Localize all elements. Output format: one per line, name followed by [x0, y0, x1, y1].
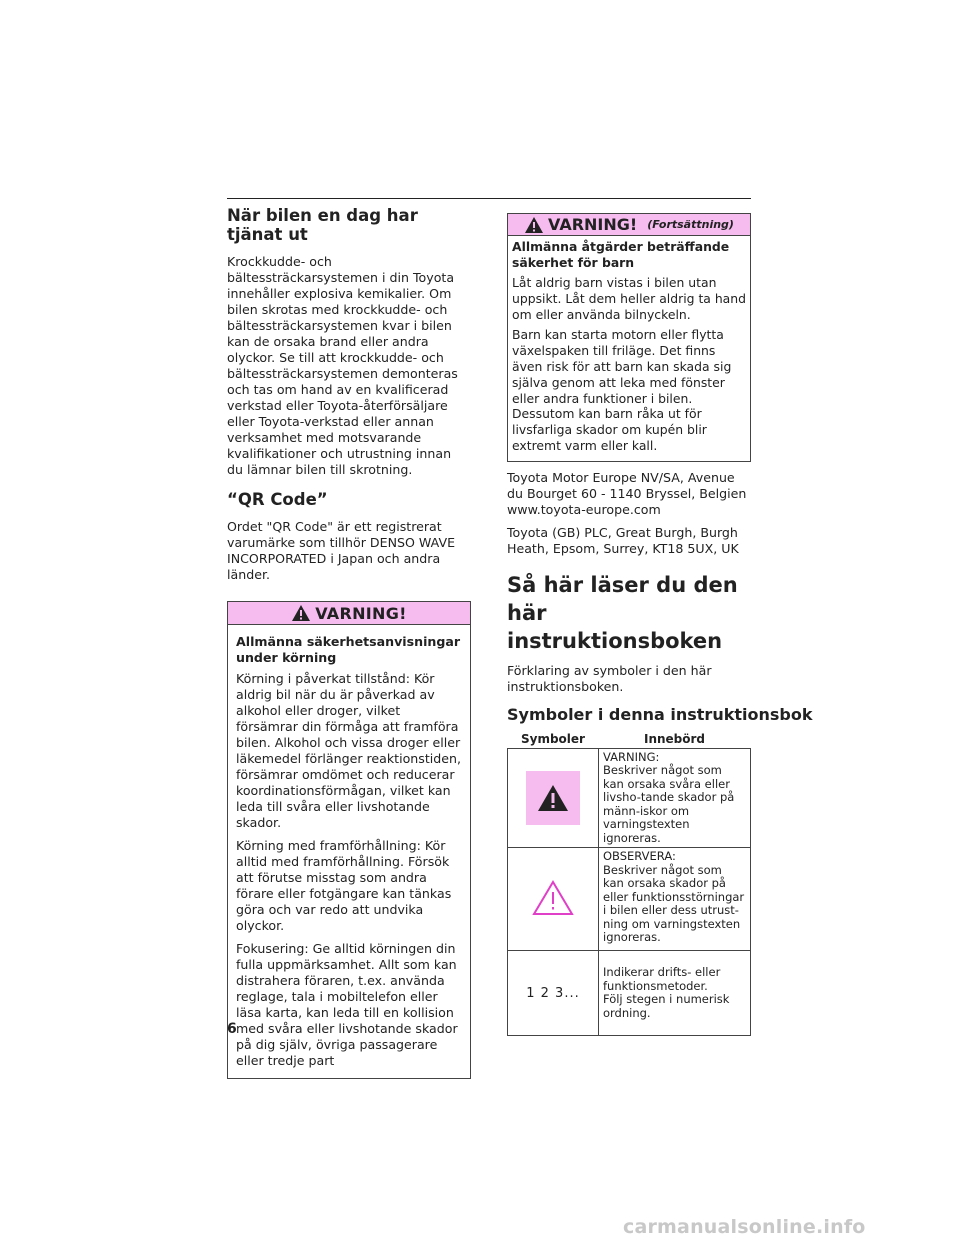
address-europe: Toyota Motor Europe NV/SA, Avenue du Bourget 60 - 1140 Bryssel, Belgien www.toyota-europe.com: [507, 469, 747, 517]
section-text-end-of-life: Krockkudde- och bältessträckarsystemen i din Toyota innehåller explosiva kemikalier. Om bilen skrotas med krockkudde- och bältessträckarsystemen kvar i bilen kan de orsaka brand eller andra olyckor. Se till att krockkudde- och bältessträckarsystemen demonteras och tas om hand av en kvalificerad verkstad eller Toyota-återförsäljare eller Toyota-verkstad eller annan verksamhet med motsvarande kvalifikationer och utrustning innan du lämnar bilen till skrotning.: [227, 254, 458, 477]
meaning-cell: VARNING: Beskriver något som kan orsaka svåra eller livsho-tande skador på männ-iskor om varningstexten ignoreras.: [599, 748, 751, 848]
table-header-symbols: Symboler: [508, 730, 599, 749]
warning-body: [228, 625, 470, 1078]
warning-heading: Allmänna säkerhetsanvisningar under körning: [236, 634, 461, 665]
top-rule: [227, 198, 751, 199]
warning-paragraph: Körning i påverkat tillstånd: Kör aldrig bil när du är påverkad av alkohol eller droger, vilket försämrar din förmåga att framföra bilen. Alkohol och vissa droger eller läkemedel förlänger reaktionstiden, försämrar omdömet och reducerar koordinationsförmågan, vilket kan leda till svåra eller livshotande skador.: [236, 671, 462, 830]
address-uk: Toyota (GB) PLC, Great Burgh, Burgh Heath, Epsom, Surrey, KT18 5UX, UK: [507, 524, 739, 556]
warning-title: VARNING!: [548, 215, 638, 234]
warning-header: [508, 214, 750, 236]
warning-box-driving: [227, 601, 471, 1079]
warning-paragraph: Låt aldrig barn vistas i bilen utan uppsikt. Låt dem heller aldrig ta hand om eller använda bilnyckeln.: [512, 275, 746, 322]
warning-paragraph: Fokusering: Ge alltid körningen din fulla uppmärksamhet. Allt som kan distrahera föraren, t.ex. använda reglage, tala i mobiltelefon eller läsa karta, kan leda till en kollision med svåra eller livshotande skador på dig själv, övriga passagerare eller tredje part: [236, 941, 458, 1068]
meaning-cell: OBSERVERA: Beskriver något som kan orsaka skador på eller funktionsstörningar i bilen eller dess utrust-ning om varningstexten ignoreras.: [599, 848, 751, 951]
page-number: 6: [227, 1021, 237, 1037]
table-row: [508, 848, 751, 951]
watermark: carmanualsonline.info: [623, 1216, 866, 1238]
left-column: [227, 206, 471, 1079]
meaning-cell: Indikerar drifts- eller funktionsmetoder. Följ stegen i numerisk ordning.: [599, 951, 751, 1036]
warning-icon: [524, 216, 544, 234]
steps-icon: 1 2 3...: [526, 985, 580, 1001]
warning-filled-icon: [526, 771, 580, 825]
warning-icon: [291, 604, 311, 622]
howto-title: Så här läser du den här instruktionsboken: [507, 572, 738, 653]
symbol-cell: [508, 848, 599, 951]
warning-title: VARNING!: [315, 603, 407, 623]
table-row: [508, 748, 751, 848]
warning-header: [228, 602, 470, 625]
warning-paragraph: Körning med framförhållning: Kör alltid med framförhållning. Försök att förutse misstag som andra förare eller fotgängare kan tänkas göra och var redo att undvika olyckor.: [236, 838, 452, 933]
table-row: [508, 951, 751, 1036]
symbols-title: Symboler i denna instruktionsbok: [507, 704, 813, 724]
right-column: [507, 213, 813, 1036]
table-header-meaning: Innebörd: [599, 730, 751, 749]
symbol-cell: [508, 951, 599, 1036]
warning-continued: (Fortsättning): [647, 218, 734, 231]
section-title-end-of-life: När bilen en dag har tjänat ut: [227, 206, 418, 244]
section-title-qr: “QR Code”: [227, 490, 328, 509]
symbol-cell: [508, 748, 599, 848]
symbols-table: [507, 730, 751, 1037]
warning-body: [508, 236, 750, 461]
notice-outline-icon: [532, 880, 574, 916]
warning-heading: Allmänna åtgärder beträffande säkerhet för barn: [512, 239, 730, 270]
warning-paragraph: Barn kan starta motorn eller flytta växelspaken till friläge. Det finns även risk för att barn kan skada sig själva genom att leka med fönster eller andra funktioner i bilen. Dessutom kan barn råka ut för livsfarliga skador om kupén blir extremt varm eller kall.: [512, 327, 732, 453]
section-text-qr: Ordet "QR Code" är ett registrerat varumärke som tillhör DENSO WAVE INCORPORATED i Japan och andra länder.: [227, 519, 456, 582]
warning-box-children: [507, 213, 751, 462]
howto-text: Förklaring av symboler i den här instruktionsboken.: [507, 662, 712, 694]
